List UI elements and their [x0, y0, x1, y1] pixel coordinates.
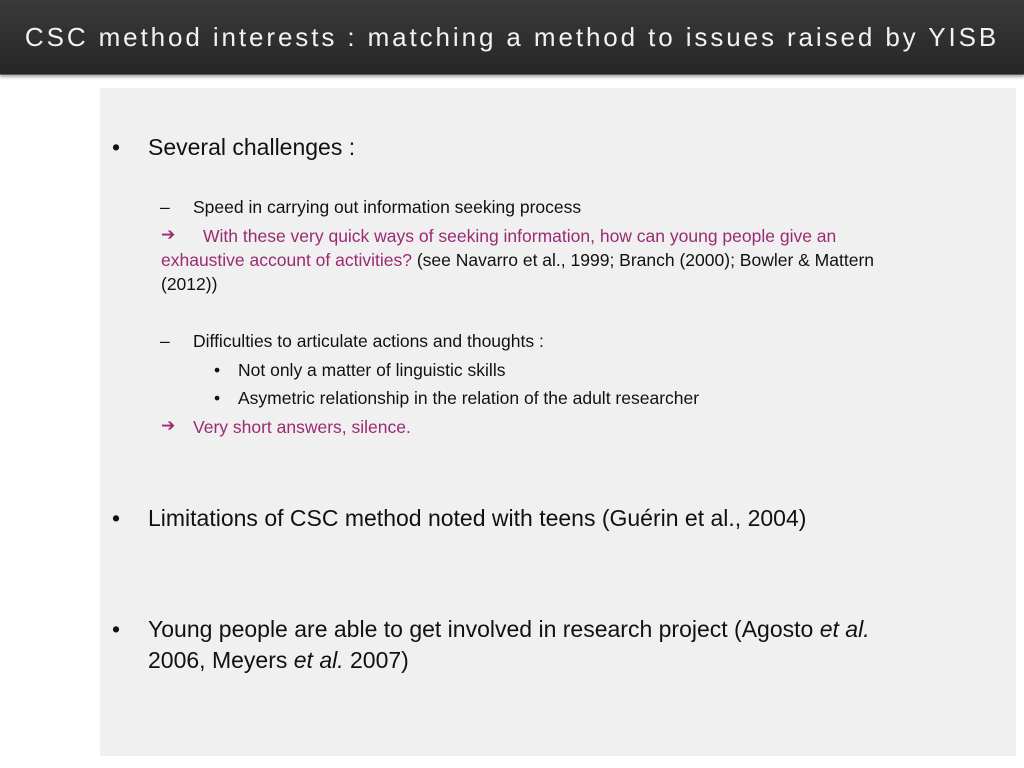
bullet-marker: •	[112, 134, 121, 160]
right-arrow-icon: ➔	[161, 416, 176, 436]
highlight-question-line2	[161, 248, 874, 272]
content-panel	[100, 88, 1016, 756]
bullet-young-people-text-3: 2007)	[343, 647, 409, 673]
bullet-young-people-italic: et al.	[819, 616, 870, 642]
highlight-question-line1: With these very quick ways of seeking information, how can young people give an	[203, 226, 837, 246]
sub-bullet-marker: –	[160, 197, 170, 217]
bullet-marker: •	[112, 505, 121, 531]
sub-bullet-difficulties: Difficulties to articulate actions and thoughts :	[193, 331, 544, 351]
sub-bullet-speed: Speed in carrying out information seeking process	[193, 197, 582, 217]
title-bar	[0, 0, 1024, 75]
sub-sub-bullet-marker: •	[214, 360, 221, 380]
right-arrow-icon: ➔	[161, 225, 176, 245]
highlight-short-answers: Very short answers, silence.	[193, 417, 411, 437]
bullet-marker: •	[112, 616, 121, 642]
sub-sub-bullet-linguistic: Not only a matter of linguistic skills	[238, 360, 506, 380]
bullet-young-people	[148, 614, 988, 676]
bullet-young-people-italic-2: et al.	[293, 647, 344, 673]
citation-text-end: (2012))	[161, 274, 218, 294]
sub-sub-bullet-asymetric: Asymetric relationship in the relation of the adult researcher	[238, 388, 700, 408]
bullet-limitations: Limitations of CSC method noted with teens (Guérin et al., 2004)	[148, 505, 807, 531]
sub-bullet-marker: –	[160, 331, 170, 351]
highlight-question-text: exhaustive account of activities?	[161, 250, 412, 270]
bullet-young-people-text-2: 2006, Meyers	[148, 647, 294, 673]
slide-title: CSC method interests : matching a method to issues raised by YISB	[24, 22, 1000, 52]
bullet-several-challenges: Several challenges :	[148, 134, 356, 160]
sub-sub-bullet-marker: •	[214, 388, 221, 408]
bullet-young-people-text: Young people are able to get involved in research project (Agosto	[148, 616, 820, 642]
citation-text: (see Navarro et al., 1999; Branch (2000); Bowler & Mattern	[411, 250, 875, 270]
